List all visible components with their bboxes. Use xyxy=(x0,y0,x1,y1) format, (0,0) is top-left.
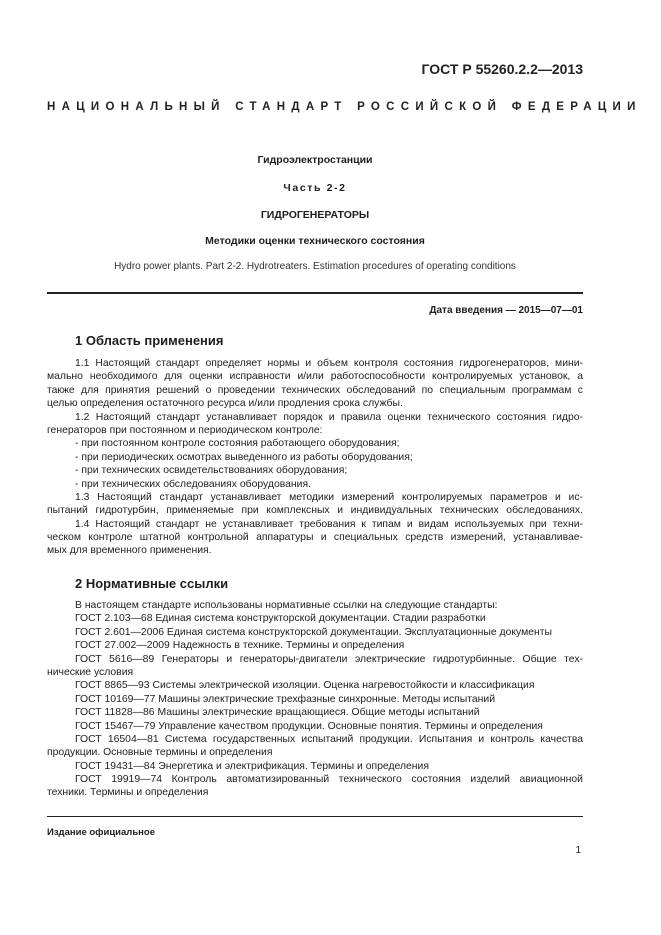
title-name: ГИДРОГЕНЕРАТОРЫ xyxy=(260,209,370,221)
footer-rule xyxy=(47,816,583,817)
text-line: 1.3 Настоящий стандарт устанавливает методики измерений контролируемых параметров и ис- xyxy=(75,491,583,503)
text-line: пытаний гидротурбин, применяемые при комплексных и индивидуальных технических обследованиях. xyxy=(47,505,583,517)
section-1-body xyxy=(47,357,583,558)
page-number: 1 xyxy=(575,845,581,856)
text-line: ГОСТ 19919—74 Контроль автоматизированный технического состояния изделий авиационной xyxy=(75,774,583,786)
text-line: ГОСТ 2.601—2006 Единая система конструкторской документации. Эксплуатационные документы xyxy=(75,626,553,638)
text-line: техники. Термины и определения xyxy=(47,787,209,799)
text-line: продукции. Основные термины и определения xyxy=(47,747,273,759)
header-rule xyxy=(47,292,583,294)
text-line: - при технических обследованиях оборудования. xyxy=(75,478,311,490)
text-line: целью определения остаточного ресурса и/или продления срока службы. xyxy=(47,398,403,410)
text-line: ГОСТ 11828—86 Машины электрические вращающиеся. Общие методы испытаний xyxy=(75,707,480,719)
text-line: - при периодических осмотрах выведенного из работы оборудования; xyxy=(75,451,413,463)
text-line: 1.4 Настоящий стандарт не устанавливает требования к типам и видам используемых при техни- xyxy=(75,518,583,530)
text-line: - при постоянном контроле состояния работающего оборудования; xyxy=(75,438,400,450)
text-line: ГОСТ 2.103—68 Единая система конструкторской документации. Стадии разработки xyxy=(75,613,486,625)
title-category: Гидроэлектростанции xyxy=(257,154,373,166)
text-line: ГОСТ 8865—93 Системы электрической изоляции. Оценка нагревостойкости и классификация xyxy=(75,680,535,692)
title-subtitle: Методики оценки технического состояния xyxy=(205,235,425,247)
text-line: В настоящем стандарте использованы нормативные ссылки на следующие стандарты: xyxy=(75,600,498,611)
text-line: ГОСТ 19431—84 Энергетика и электрификация. Термины и определения xyxy=(75,760,429,772)
text-line: 1.2 Настоящий стандарт устанавливает порядок и правила оценки технического состояния гидро- xyxy=(75,411,583,423)
title-part: Часть 2-2 xyxy=(283,182,347,194)
text-line: ГОСТ 16504—81 Система государственных испытаний продукции. Испытания и контроль качества xyxy=(75,733,583,745)
standard-code: ГОСТ Р 55260.2.2—2013 xyxy=(421,61,583,77)
text-line: 1.1 Настоящий стандарт определяет нормы и объем контроля состояния гидрогенераторов, мини- xyxy=(75,358,583,369)
text-line: мально необходимого для оценки исправности и/или работоспособности контролируемых установок, а xyxy=(47,371,583,383)
text-line: ГОСТ 5616—89 Генераторы и генераторы-двигатели электрические гидротурбинные. Общие тех- xyxy=(75,653,583,665)
text-line: нические условия xyxy=(47,666,134,678)
section-2-heading: 2 Нормативные ссылки xyxy=(75,576,229,591)
edition-note: Издание официальное xyxy=(47,827,155,838)
title-english: Hydro power plants. Part 2-2. Hydrotreaters. Estimation procedures of operating conditions xyxy=(114,261,516,272)
text-line: мых для временного применения. xyxy=(47,545,212,557)
intro-date: Дата введения — 2015—07—01 xyxy=(429,305,583,316)
text-line: генераторов при постоянном и периодическом контроле: xyxy=(47,424,323,436)
text-line: ческом контроле штатной контрольной аппаратуры и специальных средств измерений, устанавливае- xyxy=(47,532,583,544)
text-line: также для принятия решений о проведении технических обследований по специальным программам с xyxy=(47,384,583,396)
text-line: ГОСТ 15467—79 Управление качеством продукции. Основные понятия. Термины и определения xyxy=(75,720,543,732)
text-line: ГОСТ 10169—77 Машины электрические трехфазные синхронные. Методы испытаний xyxy=(75,693,496,705)
text-line: ГОСТ 27.002—2009 Надежность в технике. Термины и определения xyxy=(75,640,405,652)
text-line: - при технических освидетельствованиях оборудования; xyxy=(75,465,348,477)
section-2-body xyxy=(47,599,583,800)
section-1-heading: 1 Область применения xyxy=(75,333,224,348)
national-standard-banner: НАЦИОНАЛЬНЫЙ СТАНДАРТ РОССИЙСКОЙ ФЕДЕРАЦИИ xyxy=(47,101,642,113)
